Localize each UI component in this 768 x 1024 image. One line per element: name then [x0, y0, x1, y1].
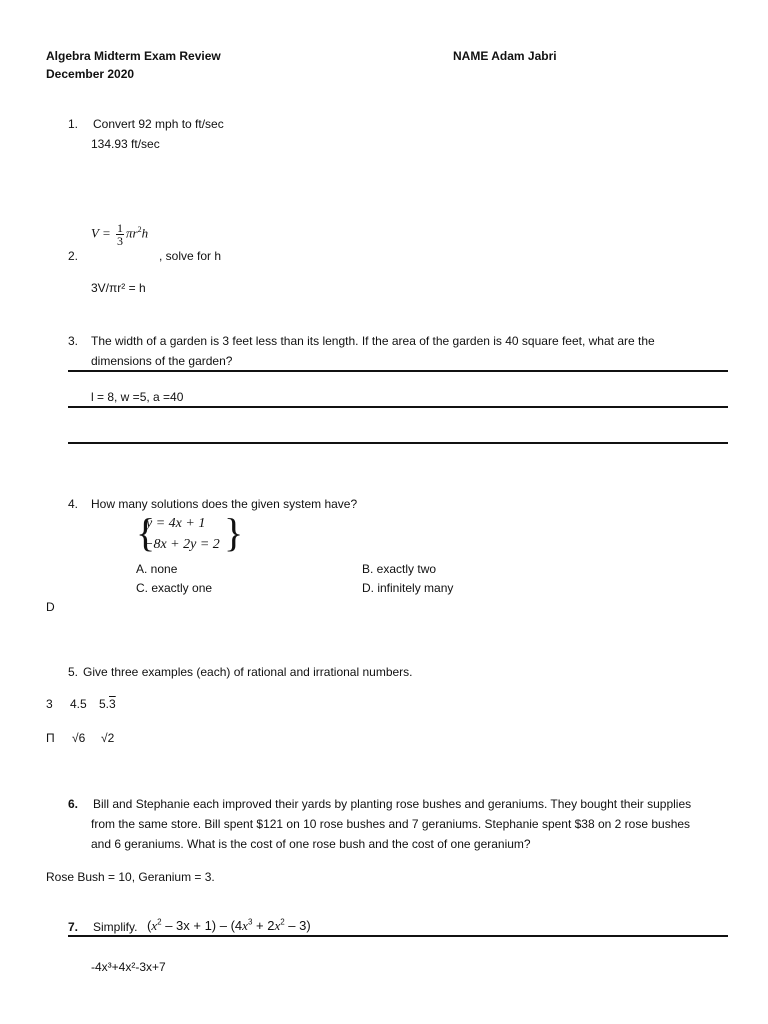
- q2-number: 2.: [68, 249, 79, 263]
- q2-fraction: [116, 222, 124, 247]
- q3-text-line2: dimensions of the garden?: [91, 354, 233, 368]
- q2-formula: [91, 222, 148, 247]
- q4-text: How many solutions does the given system have?: [91, 497, 358, 511]
- q6-text-line2: from the same store. Bill spent $121 on 10 rose bushes and 7 geraniums. Stephanie spent $38 on 2 rose bushes: [91, 817, 691, 831]
- q6-number: 6.: [68, 797, 79, 811]
- rational-example-1: 3: [46, 697, 53, 711]
- q1-answer: 134.93 ft/sec: [91, 137, 160, 151]
- document-date: December 2020: [46, 67, 135, 81]
- q4-option-a: A. none: [136, 562, 178, 576]
- q4-equation-1: y = 4x + 1: [146, 516, 206, 531]
- answer-line-2: [68, 406, 728, 408]
- q4-equation-2: −8x + 2y = 2: [144, 537, 220, 552]
- q2-h: h: [141, 225, 149, 241]
- right-brace-icon: }: [224, 510, 244, 555]
- q2-instruction: , solve for h: [159, 249, 222, 263]
- q6-text-line1: Bill and Stephanie each improved their yards by planting rose bushes and geraniums. They bought their supplies: [93, 797, 692, 811]
- q2-frac-num: 1: [116, 221, 123, 235]
- repeating-digit: 3: [109, 697, 116, 711]
- q4-option-d: D. infinitely many: [362, 581, 454, 595]
- answer-line-q7: [68, 935, 728, 937]
- q7-answer: -4x³+4x²-3x+7: [91, 960, 166, 974]
- q2-exp: 2: [137, 225, 142, 235]
- q5-number: 5.: [68, 665, 79, 679]
- q5-text: Give three examples (each) of rational and irrational numbers.: [83, 665, 413, 679]
- left-brace-icon: {: [136, 510, 156, 555]
- q4-number: 4.: [68, 497, 79, 511]
- q1-number: 1.: [68, 117, 79, 131]
- student-name: NAME Adam Jabri: [453, 49, 557, 63]
- q2-r: r: [132, 225, 138, 241]
- answer-line-3: [68, 442, 728, 444]
- answer-line-1: [68, 370, 728, 372]
- q7-number: 7.: [68, 920, 79, 934]
- q7-expression: $(x^2 - 3x + 1) - (4x^3 + 2x^2 - 3)$: [147, 917, 311, 933]
- q2-frac-den: 3: [116, 234, 123, 248]
- q4-option-b: B. exactly two: [362, 562, 437, 576]
- q4-option-c: C. exactly one: [136, 581, 213, 595]
- irrational-example-2: √6: [72, 731, 86, 745]
- rational-example-2: 4.5: [70, 697, 87, 711]
- rational-example-3: [99, 697, 116, 711]
- q1-text: Convert 92 mph to ft/sec: [93, 117, 224, 131]
- q6-text-line3: and 6 geraniums. What is the cost of one rose bush and the cost of one geranium?: [91, 837, 531, 851]
- q3-answer: l = 8, w =5, a =40: [91, 390, 184, 404]
- q2-formula-lhs: V =: [91, 225, 111, 241]
- q6-answer: Rose Bush = 10, Geranium = 3.: [46, 870, 215, 884]
- q3-text-line1: The width of a garden is 3 feet less than its length. If the area of the garden is 40 square feet, what are the: [91, 334, 655, 348]
- q4-answer: D: [46, 600, 55, 614]
- q3-number: 3.: [68, 334, 79, 348]
- document-title: Algebra Midterm Exam Review: [46, 49, 221, 63]
- q2-answer: 3V/πr² = h: [91, 281, 146, 295]
- q2-pi: π: [125, 225, 133, 241]
- q7-label: Simplify.: [93, 920, 138, 934]
- irrational-example-1: Π: [46, 731, 55, 745]
- rational-example-3-base: 5.: [99, 697, 110, 711]
- irrational-example-3: √2: [101, 731, 115, 745]
